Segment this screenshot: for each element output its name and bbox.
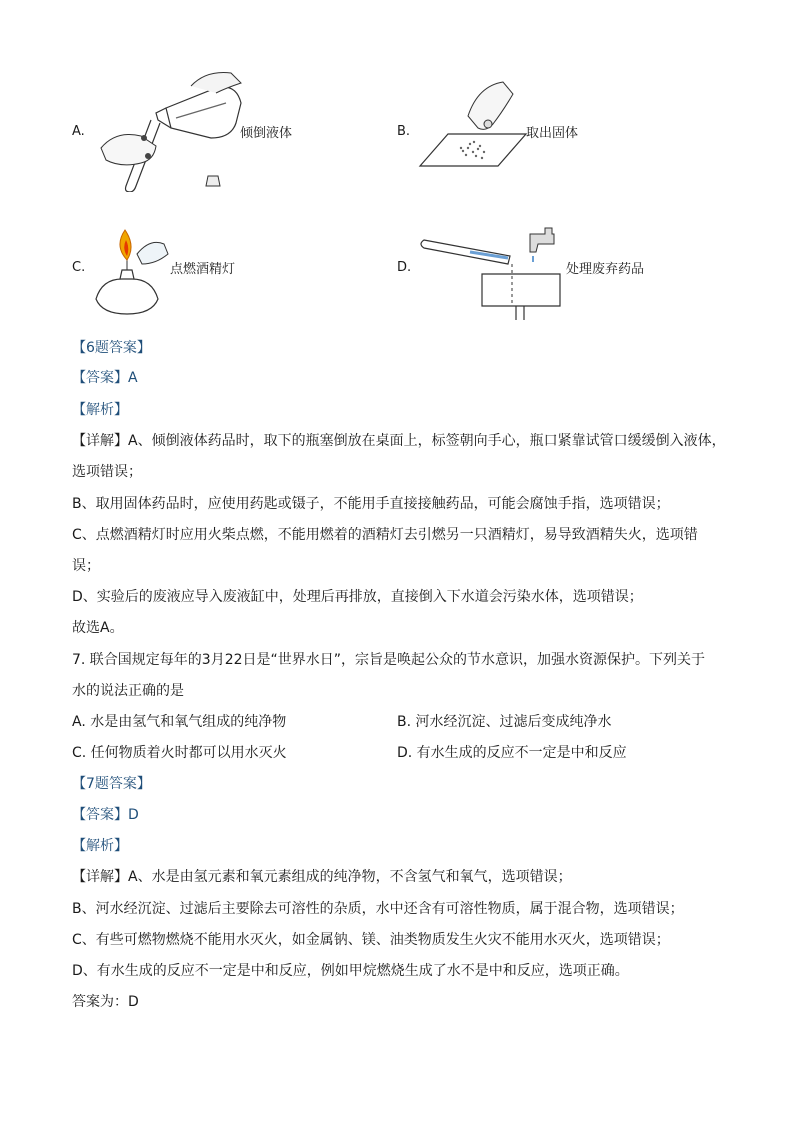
q6-answer-label: 【答案】A xyxy=(72,370,138,386)
q7-stem-line: 7. 联合国规定每年的3月22日是“世界水日”，宗旨是唤起公众的节水意识，加强水资源保护。下列关于 xyxy=(72,652,706,668)
hand-holding-tube-icon xyxy=(101,135,156,165)
second-lamp-icon xyxy=(137,242,168,264)
option-c-letter: C. xyxy=(72,260,86,275)
q6-answer-header: 【6题答案】 xyxy=(72,340,151,356)
q7-option-a: A. 水是由氢气和氧气组成的纯净物 xyxy=(72,714,287,730)
q7-detail-line: 【详解】A、水是由氢元素和氧元素组成的纯净物，不含氢气和氧气，选项错误； xyxy=(72,869,572,885)
q7-answer-header: 【7题答案】 xyxy=(72,776,151,792)
option-d-caption: 处理废弃药品 xyxy=(566,262,645,277)
faucet-icon xyxy=(530,228,554,252)
q7-answer-label: 【答案】D xyxy=(72,807,139,823)
q7-option-c: C. 任何物质着火时都可以用水灭火 xyxy=(72,745,287,761)
solid-powder-icon xyxy=(460,141,485,159)
q7-analysis-label: 【解析】 xyxy=(72,838,128,854)
q6-detail-line: C、点燃酒精灯时应用火柴点燃，不能用燃着的酒精灯去引燃另一只酒精灯，易导致酒精失火，选项错 xyxy=(72,527,698,543)
q7-detail-line: 答案为：D xyxy=(72,994,139,1010)
option-b-letter: B. xyxy=(397,124,411,139)
lamp-body-icon xyxy=(96,279,158,314)
take-solid-figure xyxy=(418,76,528,176)
q7-detail-line: B、河水经沉淀、过滤后主要除去可溶性的杂质，水中还含有可溶性物质，属于混合物，选项错误； xyxy=(72,901,684,917)
test-tube-icon xyxy=(421,240,510,264)
q6-detail-line: D、实验后的废液应导入废液缸中，处理后再排放，直接倒入下水道会污染水体，选项错误； xyxy=(72,589,643,605)
q6-detail-line: 【详解】A、倾倒液体药品时，取下的瓶塞倒放在桌面上，标签朝向手心，瓶口紧靠试管口缓缓倒入液体， xyxy=(72,433,726,449)
q7-option-d: D. 有水生成的反应不一定是中和反应 xyxy=(397,745,627,761)
q7-option-b: B. 河水经沉淀、过滤后变成纯净水 xyxy=(397,714,612,730)
option-c-caption: 点燃酒精灯 xyxy=(170,262,236,277)
option-a-letter: A. xyxy=(72,124,85,139)
reagent-bottle-icon xyxy=(156,87,241,138)
option-d-letter: D. xyxy=(397,260,412,275)
pour-liquid-figure xyxy=(96,68,246,192)
paper-icon xyxy=(420,134,526,166)
discard-chemicals-figure xyxy=(420,222,566,324)
q6-detail-line: 误； xyxy=(72,558,100,574)
sink-icon xyxy=(482,274,560,306)
q6-detail-line: 故选A。 xyxy=(72,620,124,636)
q6-detail-line: B、取用固体药品时，应使用药匙或镊子，不能用手直接接触药品，可能会腐蚀手指，选项错误； xyxy=(72,496,670,512)
stopper-icon xyxy=(206,176,220,186)
q6-detail-line: 选项错误； xyxy=(72,464,142,480)
q6-analysis-label: 【解析】 xyxy=(72,402,128,418)
alcohol-lamp-figure xyxy=(92,224,174,316)
q7-detail-line: C、有些可燃物燃烧不能用水灭火，如金属钠、镁、油类物质发生火灾不能用水灭火，选项错误； xyxy=(72,932,670,948)
q7-stem-line: 水的说法正确的是 xyxy=(72,683,184,699)
q7-detail-line: D、有水生成的反应不一定是中和反应，例如甲烷燃烧生成了水不是中和反应，选项正确。 xyxy=(72,963,629,979)
option-a-caption: 倾倒液体 xyxy=(240,126,293,141)
option-b-caption: 取出固体 xyxy=(526,126,579,141)
